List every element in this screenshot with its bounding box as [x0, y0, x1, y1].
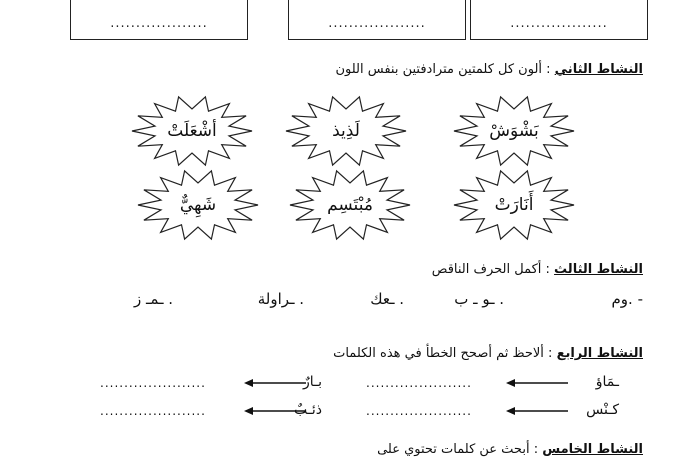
- activity2-instruction: : ألون كل كلمتين مترادفتين بنفس اللون: [335, 62, 555, 77]
- activity3-instruction: : أكمل الحرف الناقص: [431, 262, 555, 277]
- activity5-instruction: : أبحث عن كلمات تحتوي على: [377, 442, 543, 457]
- answer-dots-2: ...................: [328, 16, 426, 31]
- arrow-left-icon: [506, 404, 568, 418]
- correction-word-3: كـنْس: [586, 402, 619, 418]
- answer-box-2: [288, 0, 466, 40]
- word-star-1-label: بَشْوَشْ: [489, 121, 539, 141]
- activity5-title: النشاط الخامس: [542, 442, 643, 457]
- answer-line-4[interactable]: ......................: [100, 404, 206, 418]
- activity4-instruction: : ألاحظ ثم أصحح الخطأ في هذه الكلمات: [333, 346, 557, 361]
- missing-letter-item-5[interactable]: . ـمـ ز: [133, 290, 173, 308]
- word-star-6[interactable]: [136, 168, 260, 242]
- answer-line-1[interactable]: ......................: [366, 376, 472, 390]
- word-star-5[interactable]: [288, 168, 412, 242]
- correction-word-1: ـمَاؤ: [595, 374, 619, 390]
- word-star-6-label: شَهِيٌّ: [179, 195, 217, 215]
- activity4-title: النشاط الرابع: [556, 346, 643, 361]
- word-star-2[interactable]: [284, 94, 408, 168]
- missing-letter-item-1[interactable]: - .وم: [611, 290, 643, 308]
- missing-letter-item-2[interactable]: . ـو ـ ب: [454, 290, 504, 308]
- arrow-left-icon: [506, 376, 568, 390]
- word-star-3-label: أشْعَلَتْ: [167, 121, 217, 141]
- activity3-title: النشاط الثالث: [554, 262, 643, 277]
- word-star-5-label: مُبْتَسِم: [327, 195, 373, 215]
- answer-line-2[interactable]: ......................: [100, 376, 206, 390]
- word-star-1[interactable]: [452, 94, 576, 168]
- answer-line-3[interactable]: ......................: [366, 404, 472, 418]
- word-star-3[interactable]: [130, 94, 254, 168]
- answer-box-1: [70, 0, 248, 40]
- activity2-heading: [335, 62, 643, 77]
- word-star-2-label: لَذِيذ: [332, 121, 360, 141]
- missing-letter-item-4[interactable]: . ـراولة: [257, 290, 304, 308]
- word-star-4[interactable]: [452, 168, 576, 242]
- activity3-heading: [432, 262, 643, 277]
- activity2-title: النشاط الثاني: [554, 62, 643, 77]
- missing-letter-item-3[interactable]: . ـعك: [370, 290, 404, 308]
- activity5-heading: [377, 442, 643, 457]
- arrow-left-icon: [244, 404, 306, 418]
- activity4-heading: [333, 346, 643, 361]
- answer-dots-3: ...................: [510, 16, 608, 31]
- answer-dots-1: ...................: [110, 16, 208, 31]
- correction-word-4: ذئـبٌ: [294, 402, 322, 418]
- answer-box-3: [470, 0, 648, 40]
- correction-word-2: بـارٌ: [302, 374, 322, 390]
- arrow-left-icon: [244, 376, 306, 390]
- word-star-4-label: أَنَارَتْ: [494, 195, 534, 215]
